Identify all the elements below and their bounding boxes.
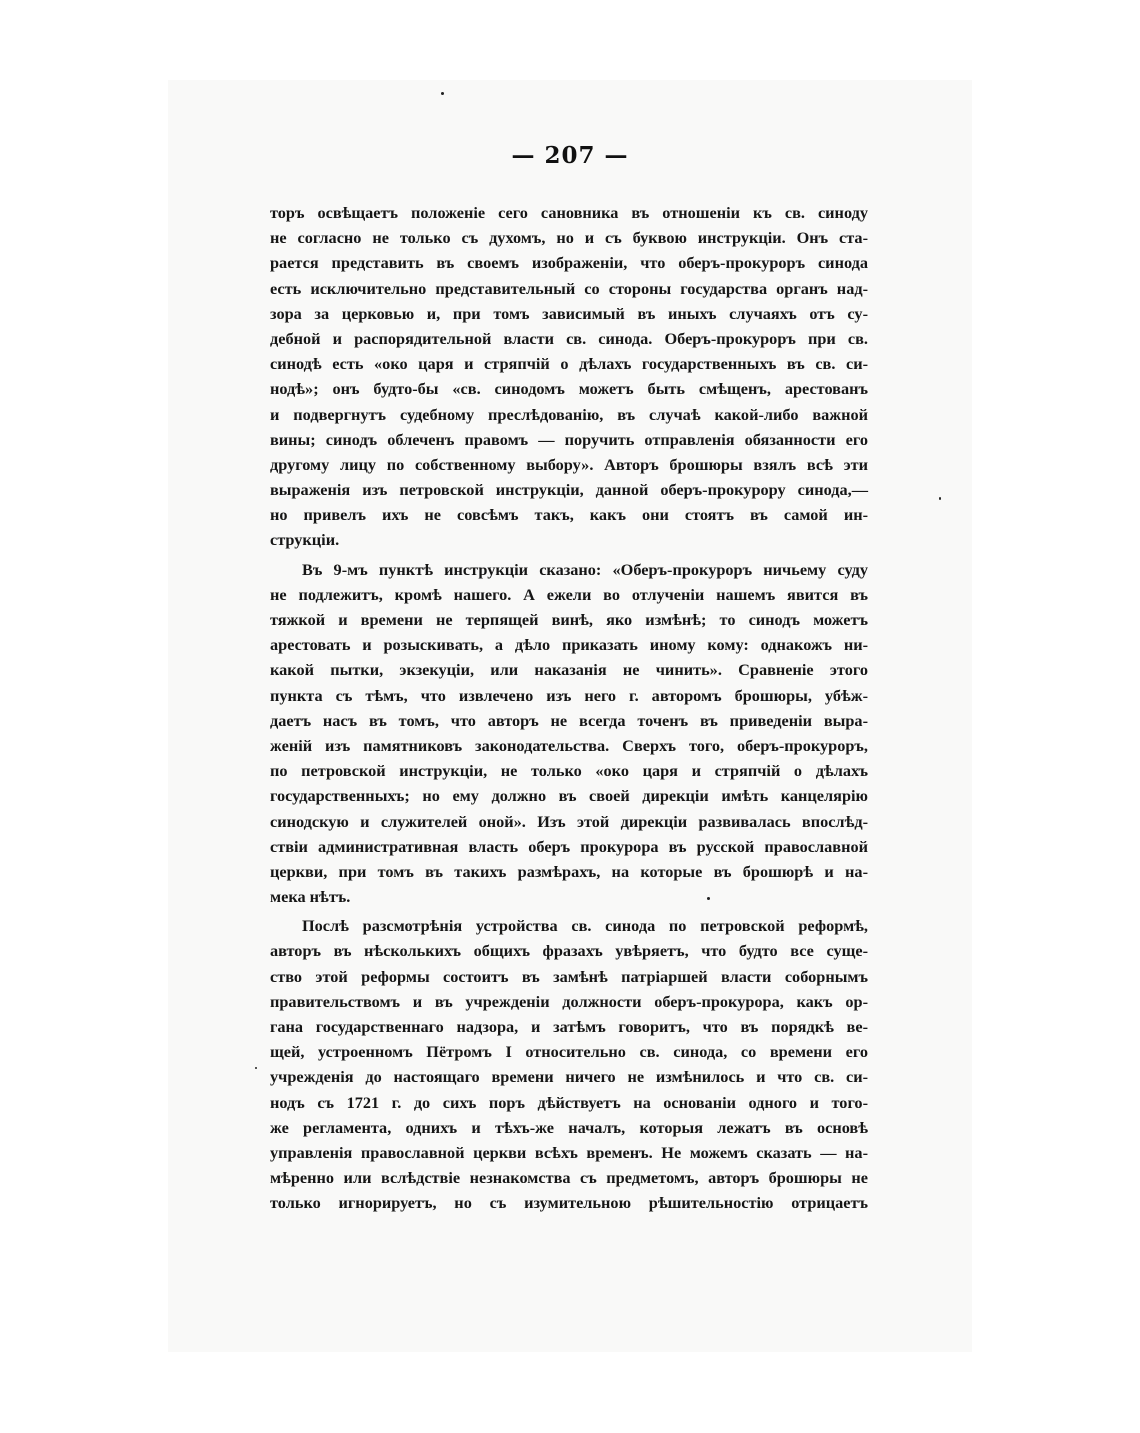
body-text (270, 200, 868, 1216)
text-line: мѣренно или вслѣдствіе незнакомства съ предметомъ, авторъ брошюры не (270, 1168, 868, 1188)
text-line: другому лицу по собственному выбору». Авторъ брошюры взялъ всѣ эти (270, 454, 868, 474)
scan-speck (441, 92, 444, 95)
text-line: дебной и распорядительной власти св. синода. Оберъ-прокуроръ при св. (270, 328, 868, 348)
scan-speck (939, 497, 941, 500)
text-line: есть исключительно представительный со стороны государства органъ над- (270, 278, 868, 298)
text-line: ствіи административная власть оберъ прокурора въ русской православной (270, 836, 868, 856)
text-line: пункта съ тѣмъ, что извлечено изъ него г. авторомъ брошюры, убѣж- (270, 685, 868, 705)
paragraph-1 (270, 200, 868, 553)
text-line: авторъ въ нѣсколькихъ общихъ фразахъ увѣряетъ, что будто все суще- (270, 941, 868, 961)
text-line: нодъ съ 1721 г. до сихъ поръ дѣйствуетъ на основаніи одного и того- (270, 1092, 868, 1112)
text-line: не подлежитъ, кромѣ нашего. А ежели во отлученіи нашемъ явится въ (270, 584, 868, 604)
text-line: зора за церковью и, при томъ зависимый въ иныхъ случаяхъ отъ су- (270, 303, 868, 323)
text-line: и подвергнутъ судебному преслѣдованію, въ случаѣ какой-либо важной (270, 404, 868, 424)
text-line: гана государственнаго надзора, и затѣмъ говоритъ, что въ порядкѣ ве- (270, 1017, 868, 1036)
text-line: выраженія изъ петровской инструкціи, данной оберъ-прокурору синода,— (270, 480, 868, 500)
text-line: ство этой реформы состоитъ въ замѣнѣ патріаршей власти соборнымъ (270, 966, 868, 986)
text-line: вины; синодъ облеченъ правомъ — поручить отправленія обязанности его (270, 429, 868, 449)
text-line: церкви, при томъ въ такихъ размѣрахъ, на которые въ брошюрѣ и на- (270, 861, 868, 881)
text-line: струкціи. (270, 530, 340, 550)
text-line: женій изъ памятниковъ законодательства. Сверхъ того, оберъ-прокуроръ, (270, 735, 868, 755)
text-line: рается представить въ своемъ изображеніи, что оберъ-прокуроръ синода (270, 253, 868, 273)
text-line: учрежденія до настоящаго времени ничего не измѣнилось и что св. си- (270, 1067, 868, 1087)
text-line: арестовать и розыскивать, а дѣло приказать иному кому: однакожъ ни- (270, 635, 868, 655)
text-line: синодскую и служителей оной». Изъ этой дирекціи развивалась впослѣд- (270, 811, 868, 831)
text-line: щей, устроенномъ Пётромъ I относительно св. синода, со времени его (270, 1042, 868, 1062)
text-line: тяжкой и времени не терпящей винѣ, яко измѣнѣ; то синодъ можетъ (270, 610, 868, 629)
text-line: нодѣ»; онъ будто-бы «св. синодомъ можетъ быть смѣщенъ, арестованъ (270, 379, 868, 399)
paragraph-2 (270, 557, 868, 910)
text-line: только игнорируетъ, но съ изумительною рѣшительностію отрицаетъ (270, 1193, 868, 1213)
paragraph-3 (270, 913, 868, 1215)
text-line: по петровской инструкціи, не только «око царя и стряпчій о дѣлахъ (270, 761, 868, 781)
text-line: государственныхъ; но ему должно въ своей дирекціи имѣть канцелярію (270, 786, 868, 806)
text-line: Послѣ разсмотрѣнія устройства св. синода по петровской реформѣ, (302, 916, 868, 936)
text-line: но привелъ ихъ не совсѣмъ такъ, какъ они стоятъ въ самой ин- (270, 505, 868, 525)
text-line: торъ освѣщаетъ положеніе сего сановника въ отношеніи къ св. синоду (270, 203, 868, 222)
text-line: управленія православной церкви всѣхъ временъ. Не можемъ сказать — на- (270, 1142, 868, 1162)
text-line: же регламента, однихъ и тѣхъ-же началъ, которыя лежатъ въ основѣ (270, 1117, 868, 1137)
text-line: не согласно не только съ духомъ, но и съ буквою инструкціи. Онъ ста- (270, 228, 868, 248)
text-line: Въ 9-мъ пунктѣ инструкціи сказано: «Оберъ-прокуроръ ничьему суду (302, 559, 868, 579)
text-line: какой пытки, экзекуціи, или наказанія не чинить». Сравненіе этого (270, 660, 868, 680)
text-line: даетъ насъ въ томъ, что авторъ не всегда точенъ въ приведеніи выра- (270, 710, 868, 730)
text-line: мека нѣтъ. (270, 887, 351, 907)
text-line: правительствомъ и въ учрежденіи должности оберъ-прокурора, какъ ор- (270, 991, 868, 1011)
page-number: — 207 — (511, 142, 629, 169)
scan-speck (707, 897, 710, 900)
scan-speck (255, 1067, 257, 1069)
text-line: синодѣ есть «око царя и стряпчій о дѣлахъ государственныхъ въ св. си- (270, 354, 868, 374)
